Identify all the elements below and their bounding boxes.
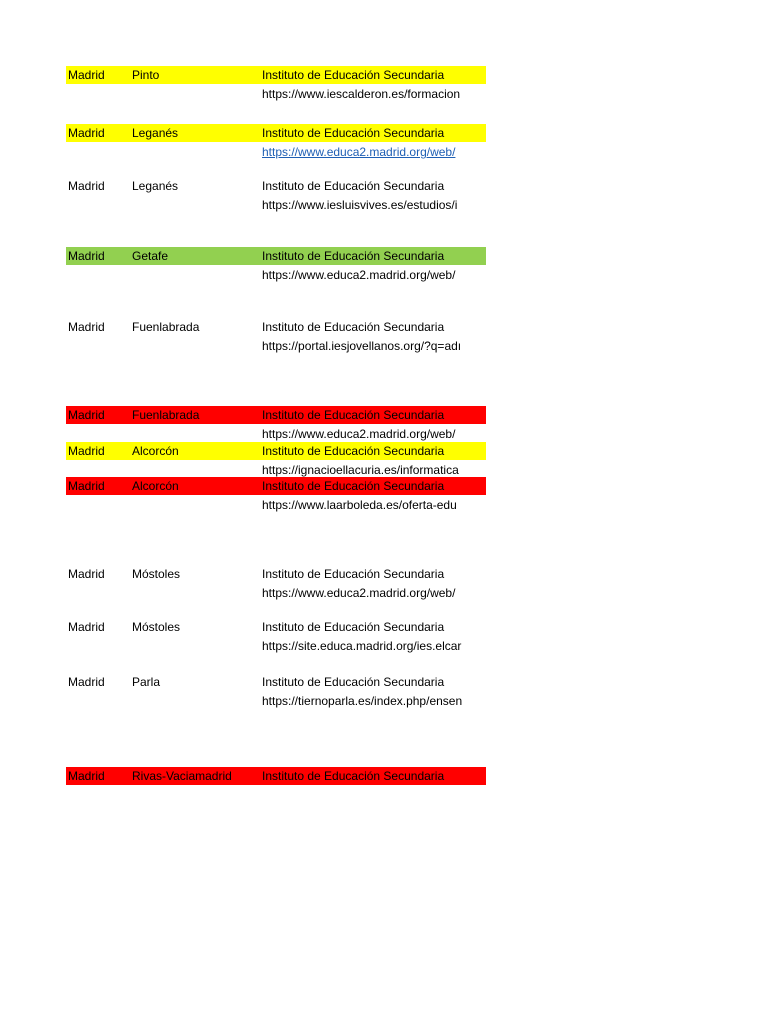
cell-institution-type: Instituto de Educación Secundaria — [262, 320, 445, 334]
cell-province: Madrid — [68, 675, 105, 689]
cell-city: Pinto — [132, 68, 160, 82]
cell-province: Madrid — [68, 567, 105, 581]
cell-url: https://site.educa.madrid.org/ies.elcar — [262, 639, 462, 653]
cell-city: Móstoles — [132, 620, 181, 634]
cell-institution-type: Instituto de Educación Secundaria — [262, 567, 445, 581]
cell-url: https://ignacioellacuria.es/informatica — [262, 463, 459, 477]
cell-city: Fuenlabrada — [132, 408, 200, 422]
cell-institution-type: Instituto de Educación Secundaria — [262, 179, 445, 193]
cell-city: Leganés — [132, 179, 179, 193]
cell-institution-type: Instituto de Educación Secundaria — [262, 126, 445, 140]
cell-province: Madrid — [68, 249, 105, 263]
cell-url[interactable]: https://www.educa2.madrid.org/web/ — [262, 145, 456, 159]
cell-url: https://www.iesluisvives.es/estudios/i — [262, 198, 458, 212]
cell-province: Madrid — [68, 320, 105, 334]
cell-url: https://www.educa2.madrid.org/web/ — [262, 268, 456, 282]
cell-url: https://portal.iesjovellanos.org/?q=adı — [262, 339, 462, 353]
cell-province: Madrid — [68, 444, 105, 458]
cell-url: https://tiernoparla.es/index.php/ensen — [262, 694, 463, 708]
cell-city: Leganés — [132, 126, 179, 140]
cell-url: https://www.educa2.madrid.org/web/ — [262, 586, 456, 600]
cell-city: Móstoles — [132, 567, 181, 581]
cell-city: Alcorcón — [132, 444, 179, 458]
cell-url: https://www.iescalderon.es/formacion — [262, 87, 461, 101]
cell-city: Alcorcón — [132, 479, 179, 493]
cell-province: Madrid — [68, 769, 105, 783]
cell-url: https://www.educa2.madrid.org/web/ — [262, 427, 456, 441]
cell-city: Rivas-Vaciamadrid — [132, 769, 232, 783]
cell-province: Madrid — [68, 179, 105, 193]
cell-institution-type: Instituto de Educación Secundaria — [262, 444, 445, 458]
cell-city: Parla — [132, 675, 161, 689]
cell-province: Madrid — [68, 126, 105, 140]
cell-institution-type: Instituto de Educación Secundaria — [262, 408, 445, 422]
cell-url: https://www.laarboleda.es/oferta-edu — [262, 498, 457, 512]
cell-institution-type: Instituto de Educación Secundaria — [262, 620, 445, 634]
cell-institution-type: Instituto de Educación Secundaria — [262, 675, 445, 689]
cell-city: Fuenlabrada — [132, 320, 200, 334]
cell-institution-type: Instituto de Educación Secundaria — [262, 479, 445, 493]
cell-institution-type: Instituto de Educación Secundaria — [262, 769, 445, 783]
cell-province: Madrid — [68, 620, 105, 634]
cell-institution-type: Instituto de Educación Secundaria — [262, 68, 445, 82]
cell-province: Madrid — [68, 68, 105, 82]
cell-province: Madrid — [68, 479, 105, 493]
cell-city: Getafe — [132, 249, 169, 263]
cell-institution-type: Instituto de Educación Secundaria — [262, 249, 445, 263]
cell-province: Madrid — [68, 408, 105, 422]
